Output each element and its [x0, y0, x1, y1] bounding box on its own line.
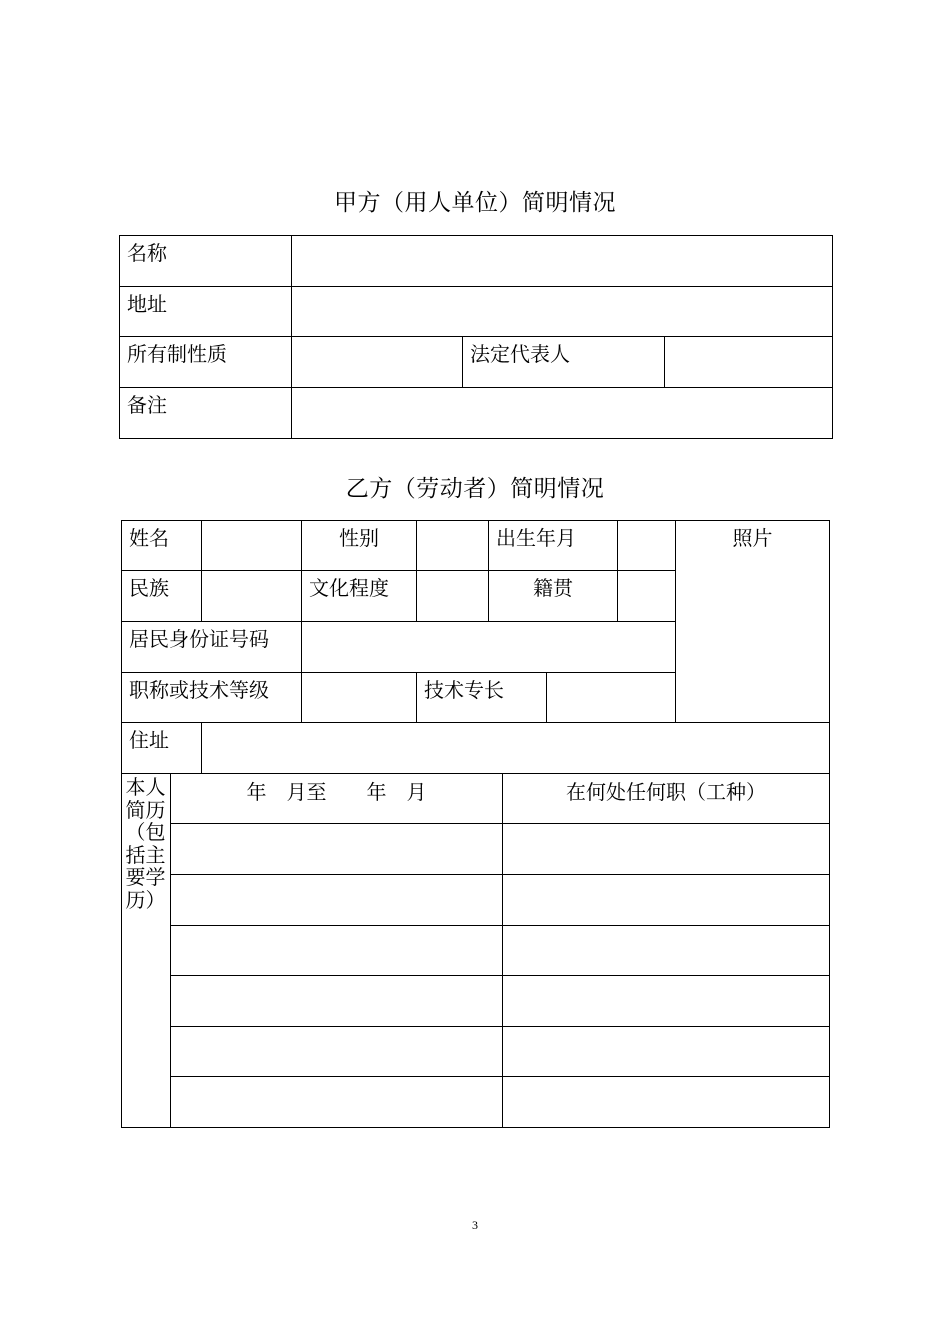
- remarks-field[interactable]: [292, 388, 832, 438]
- ethnicity-field[interactable]: [202, 571, 301, 621]
- id-field[interactable]: [302, 622, 675, 672]
- gender-field[interactable]: [417, 521, 488, 570]
- skill-label: 技术专长: [424, 678, 504, 702]
- resume-period-cell[interactable]: [171, 875, 502, 925]
- birth-field[interactable]: [618, 521, 675, 570]
- legal-rep-label: 法定代表人: [470, 342, 570, 366]
- birth-label: 出生年月: [496, 526, 576, 550]
- resume-position-cell[interactable]: [503, 976, 829, 1026]
- gender-label: 性别: [339, 526, 379, 550]
- b-name-field[interactable]: [202, 521, 301, 570]
- page-number: 3: [472, 1218, 478, 1232]
- party-a-title: 甲方（用人单位）简明情况: [334, 190, 616, 216]
- resume-period-cell[interactable]: [171, 926, 502, 975]
- b-address-label: 住址: [129, 728, 169, 752]
- resume-period-cell[interactable]: [171, 824, 502, 874]
- skill-field[interactable]: [547, 673, 675, 722]
- b-address-field[interactable]: [202, 723, 829, 773]
- period-header: 年 月至 年 月: [246, 780, 427, 804]
- address-label: 地址: [127, 292, 167, 316]
- resume-position-cell[interactable]: [503, 824, 829, 874]
- title-grade-label: 职称或技术等级: [129, 678, 269, 702]
- id-label: 居民身份证号码: [129, 627, 269, 651]
- native-place-label: 籍贯: [533, 576, 573, 600]
- title-grade-field[interactable]: [302, 673, 416, 722]
- education-label: 文化程度: [309, 576, 389, 600]
- party-b-title: 乙方（劳动者）简明情况: [345, 476, 605, 502]
- name-label: 名称: [127, 241, 167, 265]
- education-field[interactable]: [417, 571, 488, 621]
- b-name-label: 姓名: [129, 526, 169, 550]
- legal-rep-field[interactable]: [665, 337, 832, 387]
- position-header: 在何处任何职（工种）: [566, 780, 766, 804]
- resume-position-cell[interactable]: [503, 926, 829, 975]
- photo-area[interactable]: [676, 560, 829, 722]
- ownership-field[interactable]: [292, 337, 462, 387]
- resume-period-cell[interactable]: [171, 976, 502, 1026]
- resume-period-cell[interactable]: [171, 1027, 502, 1076]
- ethnicity-label: 民族: [129, 576, 169, 600]
- resume-position-cell[interactable]: [503, 1027, 829, 1076]
- resume-period-cell[interactable]: [171, 1077, 502, 1127]
- remarks-label: 备注: [127, 393, 167, 417]
- resume-position-cell[interactable]: [503, 1077, 829, 1127]
- name-field[interactable]: [292, 236, 832, 286]
- resume-label: 本人简历（包括主要学历）: [125, 775, 166, 912]
- native-place-field[interactable]: [618, 571, 675, 621]
- photo-label: 照片: [732, 526, 773, 550]
- resume-position-cell[interactable]: [503, 875, 829, 925]
- address-field[interactable]: [292, 287, 832, 336]
- ownership-label: 所有制性质: [127, 342, 227, 366]
